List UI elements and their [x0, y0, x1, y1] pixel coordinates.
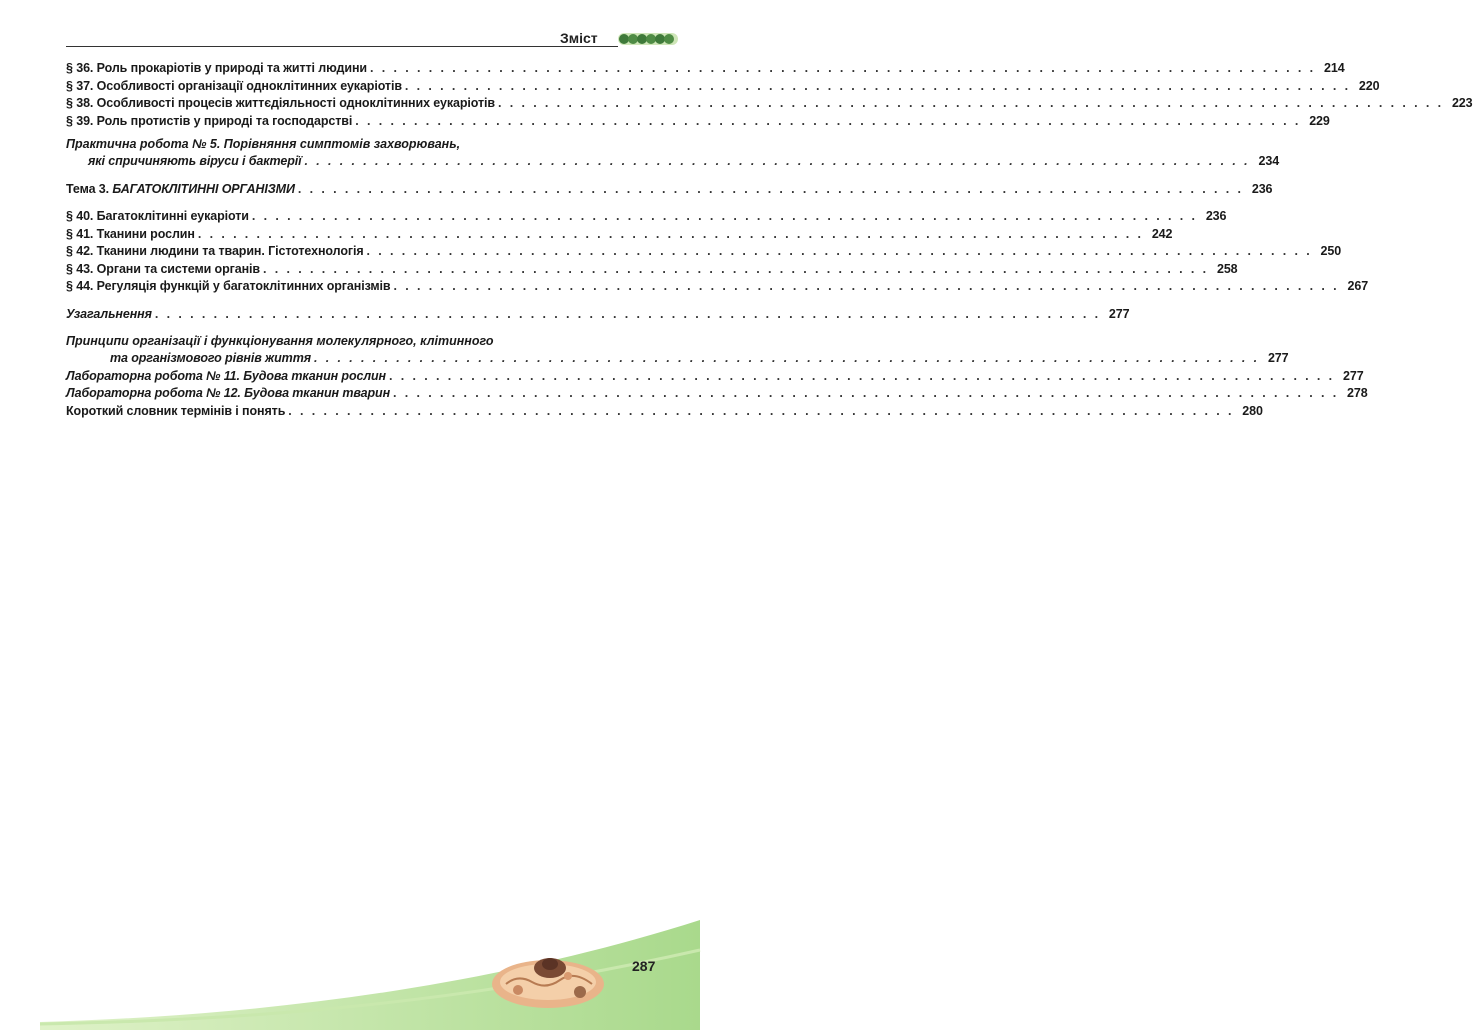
entry-title: § 37. Особливості організації одноклітинних еукаріотів [66, 78, 402, 93]
entry-page: 280 [1242, 403, 1263, 418]
entry-title: § 38. Особливості процесів життєдіяльності одноклітинних еукаріотів [66, 96, 495, 110]
entry-title: § 36. Роль прокаріотів у природі та житті людини [66, 61, 368, 75]
entry-title: Лабораторна робота № 11. Будова тканин рослин [66, 368, 387, 383]
entry-page: 236 [1205, 209, 1227, 223]
page-number: 287 [632, 958, 656, 974]
entry-page: 220 [1358, 78, 1380, 93]
entry-page: 236 [1251, 181, 1273, 196]
toc-entry-lab-11[interactable] [66, 368, 1364, 386]
dot-leader: . . . . . . . . . . . . . . . . . . . . . . . . . . . . . . . . . . . . . . . . . . . . . . . . . . . . . . . . . . . . . . . . . . . . . . . . . . . . . . . . . [366, 244, 1313, 258]
entry-page: 267 [1347, 279, 1369, 293]
entry-title: Лабораторна робота № 12. Будова тканин тварин [66, 386, 391, 400]
entry-page: 258 [1216, 261, 1238, 276]
entry-title: § 43. Органи та системи органів [66, 261, 260, 276]
dot-leader: . . . . . . . . . . . . . . . . . . . . . . . . . . . . . . . . . . . . . . . . . . . . . . . . . . . . . . . . . . . . . . . . . . . . . . . . . . . . . . . . . [370, 61, 1316, 75]
toc-entry-41[interactable] [66, 226, 1173, 244]
dot-leader: . . . . . . . . . . . . . . . . . . . . . . . . . . . . . . . . . . . . . . . . . . . . . . . . . . . . . . . . . . . . . . . . . . . . . . . . . . . . . . . . . [288, 403, 1234, 418]
entry-page: 278 [1347, 386, 1368, 400]
dot-leader: . . . . . . . . . . . . . . . . . . . . . . . . . . . . . . . . . . . . . . . . . . . . . . . . . . . . . . . . . . . . . . . . . . . . . . . . . . . . . . . . . [251, 209, 1198, 223]
entry-page: 214 [1324, 61, 1345, 75]
entry-page: 277 [1108, 306, 1130, 321]
dot-leader: . . . . . . . . . . . . . . . . . . . . . . . . . . . . . . . . . . . . . . . . . . . . . . . . . . . . . . . . . . . . . . . . . . . . . . . . . . . . . . . . . [404, 78, 1351, 93]
header-title: Зміст [560, 30, 598, 46]
toc-entry-43[interactable] [66, 261, 1238, 279]
entry-title: § 41. Тканини рослин [66, 226, 195, 241]
theme-label: Тема 3. [66, 181, 110, 196]
entry-page: 250 [1320, 244, 1342, 258]
toc-entry-42[interactable] [66, 243, 1342, 261]
dot-leader: . . . . . . . . . . . . . . . . . . . . . . . . . . . . . . . . . . . . . . . . . . . . . . . . . . . . . . . . . . . . . . . . . . . . . . . . . . . . . . . . . [497, 96, 1444, 110]
entry-title: Короткий словник термінів і понять [66, 403, 286, 418]
entry-title-line1: Принципи організації і функціонування молекулярного, клітинного [66, 334, 494, 348]
dot-leader: . . . . . . . . . . . . . . . . . . . . . . . . . . . . . . . . . . . . . . . . . . . . . . . . . . . . . . . . . . . . . . . . . . . . . . . . . . . . . . . . . [262, 261, 1209, 276]
header-rule [66, 46, 618, 47]
entry-title-line2: та організмового рівнів життя [110, 351, 311, 365]
dot-leader: . . . . . . . . . . . . . . . . . . . . . . . . . . . . . . . . . . . . . . . . . . . . . . . . . . . . . . . . . . . . . . . . . . . . . . . . . . . . . . . . . [313, 351, 1260, 365]
entry-page: 223 [1451, 96, 1473, 110]
entry-title-line1: Практична робота № 5. Порівняння симптомів захворювань, [66, 137, 461, 151]
dot-leader: . . . . . . . . . . . . . . . . . . . . . . . . . . . . . . . . . . . . . . . . . . . . . . . . . . . . . . . . . . . . . . . . . . . . . . . . . . . . . . . . . [154, 306, 1101, 321]
dot-leader: . . . . . . . . . . . . . . . . . . . . . . . . . . . . . . . . . . . . . . . . . . . . . . . . . . . . . . . . . . . . . . . . . . . . . . . . . . . . . . . . . [297, 181, 1244, 196]
table-of-contents [66, 60, 1473, 420]
toc-entry-glossary[interactable] [66, 403, 1263, 421]
dot-leader: . . . . . . . . . . . . . . . . . . . . . . . . . . . . . . . . . . . . . . . . . . . . . . . . . . . . . . . . . . . . . . . . . . . . . . . . . . . . . . . . . [393, 386, 1339, 400]
toc-entry-summary[interactable] [66, 306, 1130, 324]
dot-leader: . . . . . . . . . . . . . . . . . . . . . . . . . . . . . . . . . . . . . . . . . . . . . . . . . . . . . . . . . . . . . . . . . . . . . . . . . . . . . . . . . [389, 368, 1335, 383]
toc-entry-40[interactable] [66, 208, 1227, 226]
dot-leader: . . . . . . . . . . . . . . . . . . . . . . . . . . . . . . . . . . . . . . . . . . . . . . . . . . . . . . . . . . . . . . . . . . . . . . . . . . . . . . . . . [304, 154, 1251, 168]
entry-page: 229 [1309, 113, 1330, 128]
entry-page: 234 [1258, 154, 1280, 168]
dot-leader: . . . . . . . . . . . . . . . . . . . . . . . . . . . . . . . . . . . . . . . . . . . . . . . . . . . . . . . . . . . . . . . . . . . . . . . . . . . . . . . . . [393, 279, 1340, 293]
toc-entry-38[interactable] [66, 95, 1473, 113]
entry-title: Узагальнення [66, 306, 152, 321]
entry-title: § 42. Тканини людини та тварин. Гістотехнологія [66, 244, 364, 258]
entry-page: 277 [1267, 351, 1289, 365]
theme-name: БАГАТОКЛІТИННІ ОРГАНІЗМИ [112, 181, 295, 196]
green-beads-icon [618, 31, 678, 47]
toc-entry-39[interactable] [66, 113, 1330, 131]
dot-leader: . . . . . . . . . . . . . . . . . . . . . . . . . . . . . . . . . . . . . . . . . . . . . . . . . . . . . . . . . . . . . . . . . . . . . . . . . . . . . . . . . [355, 113, 1301, 128]
toc-entry-practical-5[interactable] [66, 136, 1280, 171]
dot-leader: . . . . . . . . . . . . . . . . . . . . . . . . . . . . . . . . . . . . . . . . . . . . . . . . . . . . . . . . . . . . . . . . . . . . . . . . . . . . . . . . . [197, 226, 1144, 241]
toc-entry-37[interactable] [66, 78, 1380, 96]
entry-title: § 44. Регуляція функцій у багатоклітинних організмів [66, 279, 391, 293]
toc-entry-44[interactable] [66, 278, 1369, 296]
toc-entry-36[interactable] [66, 60, 1345, 78]
entry-title: § 40. Багатоклітинні еукаріоти [66, 209, 249, 223]
entry-page: 277 [1343, 368, 1364, 383]
toc-entry-lab-12[interactable] [66, 385, 1368, 403]
cell-illustration-icon [488, 944, 608, 1014]
entry-title-line2: які спричиняють віруси і бактерії [88, 154, 302, 168]
entry-title: § 39. Роль протистів у природі та господарстві [66, 113, 353, 128]
toc-entry-theme-3[interactable] [66, 181, 1273, 199]
entry-page: 242 [1151, 226, 1173, 241]
toc-entry-principles[interactable] [66, 333, 1289, 368]
